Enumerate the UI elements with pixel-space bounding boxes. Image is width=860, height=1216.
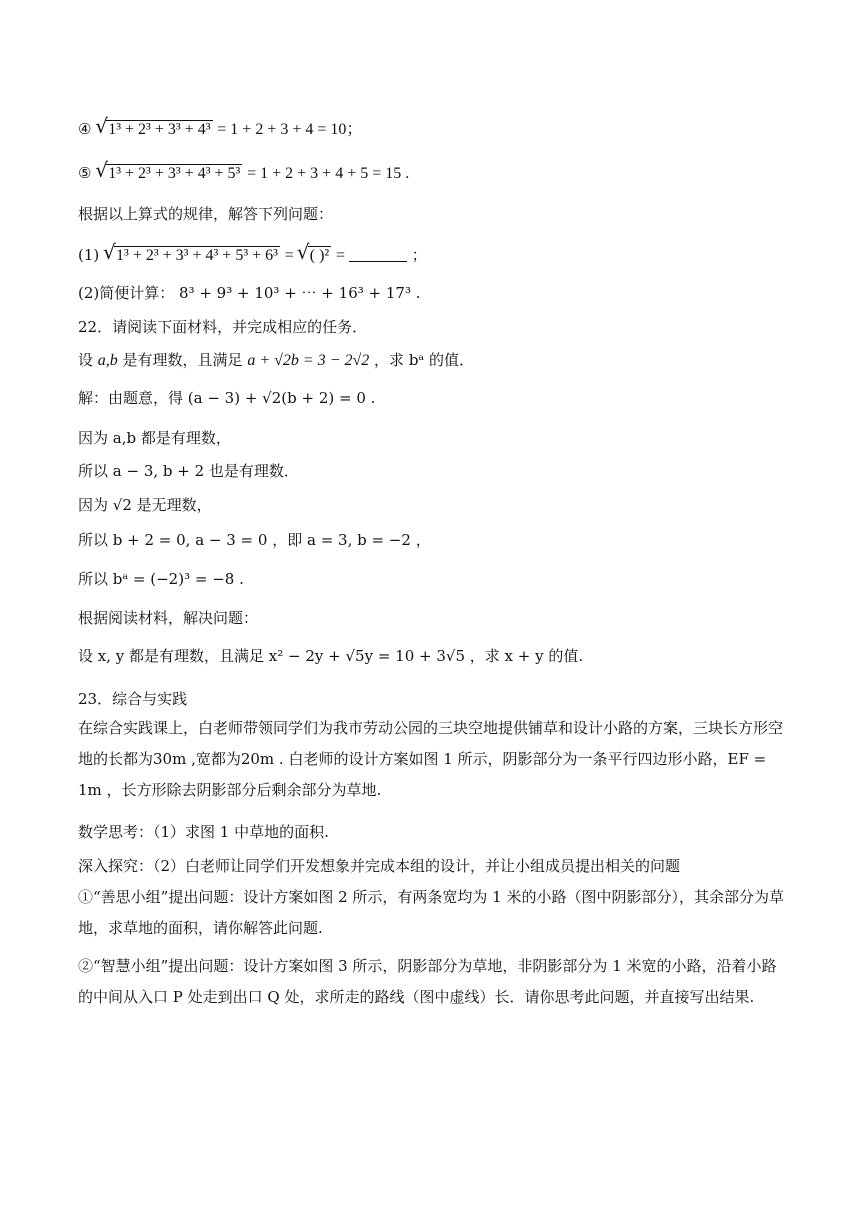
q23-paragraph-5: ②“智慧小组”提出问题：设计方案如图 3 所示，阴影部分为草地，非阴影部分为 1 米宽的小路，沿着小路的中间从入口 P 处走到出口 Q 处，求所走的路线（图中虚线）长．请你思考此问题，并直接写出结果. [78,957,777,1006]
radical-blank-expression: √ ( )² [298,245,331,267]
q22-solution-1: 解：由题意，得 (a − 3) + √2(b + 2) = 0 . [78,389,376,407]
q22-title: 22．请阅读下面材料，并完成相应的任务． [78,318,368,336]
q23-paragraph-4: ①“善思小组”提出问题：设计方案如图 2 所示，有两条宽均为 1 米的小路（图中阴影部分），其余部分为草地，求草地的面积，请你解答此问题. [78,888,785,937]
question-2-line: (2)简便计算： 8³ + 9³ + 10³ + ⋯ + 16³ + 17³ . [78,284,421,302]
circled-number-5: ⑤ [78,164,92,182]
q22-task-intro: 根据阅读材料，解决问题： [78,609,259,627]
example-line-4: ④ √ 1³ + 2³ + 3³ + 4³ = 1 + 2 + 3 + 4 = 10； [78,118,790,141]
radical-expression: √ 1³ + 2³ + 3³ + 4³ [96,119,212,141]
q23-paragraph-1: 在综合实践课上，白老师带领同学们为我市劳动公园的三块空地提供铺草和设计小路的方案，三块长方形空地的长都为30m ,宽都为20m . 白老师的设计方案如图 1 所示，阴影部分为一条平行四边形小路，EF = 1m ，长方形除去阴影部分后剩余部分为草地. [78,719,784,799]
q23-paragraph-2: 数学思考：（1）求图 1 中草地的面积. [78,823,329,841]
q22-task: 设 x, y 都是有理数，且满足 x² − 2y + √5y = 10 + 3√5 ，求 x + y 的值. [78,647,584,665]
q22-condition: 设 a,b 是有理数，且满足 a + √2b = 3 − 2√2 ，求 bᵃ 的值． [78,351,474,369]
q22-solution-4: 因为 √2 是无理数， [78,496,212,514]
radical-expression: √ 1³ + 2³ + 3³ + 4³ + 5³ [96,163,242,185]
answer-blank [349,247,407,262]
q22-solution-3: 所以 a − 3, b + 2 也是有理数． [78,462,299,480]
q22-solution-5: 所以 b + 2 = 0, a − 3 = 0 ，即 a = 3, b = −2 ， [78,531,431,549]
instruction-text: 根据以上算式的规律，解答下列问题： [78,205,334,223]
circled-number-4: ④ [78,120,92,138]
q23-paragraph-3: 深入探究：（2）白老师让同学们开发想象并完成本组的设计，并让小组成员提出相关的问题 [78,857,681,875]
q23-title: 23．综合与实践 [78,690,188,708]
question-1-line: (1) √ 1³ + 2³ + 3³ + 4³ + 5³ + 6³ = √ ( )² = ； [78,244,790,267]
q22-solution-2: 因为 a,b 都是有理数， [78,429,231,447]
example-line-5: ⑤ √ 1³ + 2³ + 3³ + 4³ + 5³ = 1 + 2 + 3 + 4 + 5 = 15 . [78,162,790,185]
q22-solution-6: 所以 bᵃ = (−2)³ = −8 . [78,570,244,588]
radical-expression: √ 1³ + 2³ + 3³ + 4³ + 5³ + 6³ [104,245,280,267]
